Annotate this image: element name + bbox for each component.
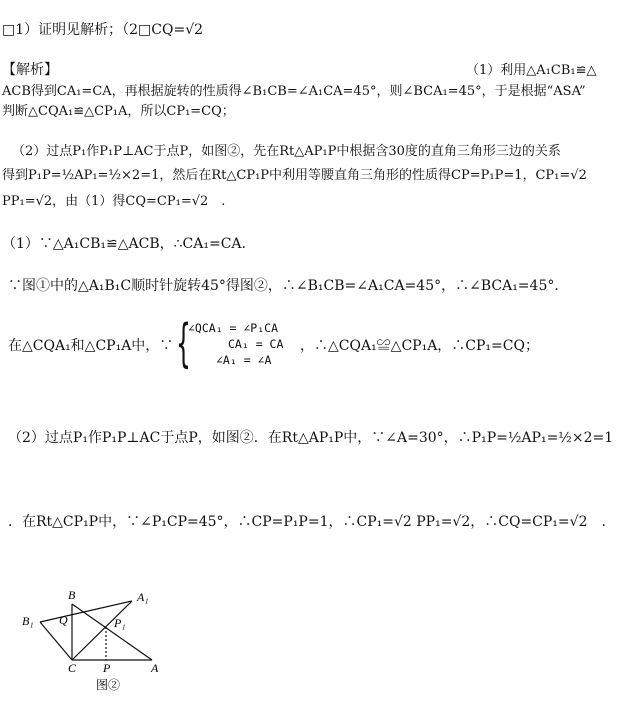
analysis-p2-line1: （2）过点P₁作P₁P⊥AC于点P，如图②，先在Rt△AP₁P中根据含30度的直角三角形三边的关系 <box>12 144 561 159</box>
condition-brace-group <box>176 314 296 374</box>
label-B1: B₁ <box>22 614 34 628</box>
label-B: B <box>68 588 76 602</box>
condition-1: ∠QCA₁ = ∠P₁CA <box>188 321 279 335</box>
left-brace: { <box>176 314 191 374</box>
analysis-p1-line3: 判断△CQA₁≌△CP₁A，所以CP₁=CQ； <box>2 104 235 119</box>
condition-3: ∠A₁ = ∠A <box>216 353 272 367</box>
solution-step3-pre: 在△CQA₁和△CP₁A中，∵ <box>8 338 174 354</box>
label-A1: A₁ <box>137 590 149 604</box>
solution-step3-post: ，∴△CQA₁≌△CP₁A，∴CP₁=CQ； <box>300 338 539 354</box>
analysis-p1-line2: ACB得到CA₁=CA，再根据旋转的性质得∠B₁CB=∠A₁CA=45°，则∠BCA₁=45°，于是根据“ASA” <box>2 84 586 99</box>
analysis-p2-line2: 得到P₁P=½AP₁=½×2=1，然后在Rt△CP₁P中利用等腰直角三角形的性质得CP=P₁P=1，CP₁=√2 <box>2 168 587 183</box>
analysis-p1-end: （1）利用△A₁CB₁≌△ <box>466 63 597 78</box>
solution-step5: ．在Rt△CP₁P中，∵∠P₁CP=45°，∴CP=P₁P=1，∴CP₁=√2 PP₁=√2，∴CQ=CP₁=√2 . <box>8 514 606 530</box>
solution-step4: （2）过点P₁作P₁P⊥AC于点P，如图②．在Rt△AP₁P中，∵∠A=30°，∴P₁P=½AP₁=½×2=1 <box>8 430 614 446</box>
analysis-p2-line3: PP₁=√2，由（1）得CQ=CP₁=√2 . <box>2 194 226 209</box>
analysis-heading: 【解析】 <box>2 62 58 78</box>
label-C: C <box>68 661 77 675</box>
condition-2: CA₁ = CA <box>228 337 284 351</box>
answer-line: □1）证明见解析；（2□CQ=√2 <box>2 22 204 38</box>
geometry-figure <box>0 580 200 700</box>
label-A: A <box>151 661 159 675</box>
label-Q: Q <box>59 613 68 627</box>
segment-B1C <box>40 622 72 660</box>
label-P1: P₁ <box>114 616 126 630</box>
solution-step1: （1）∵△A₁CB₁≌△ACB，∴CA₁=CA． <box>2 236 256 252</box>
figure-caption: 图② <box>96 678 121 692</box>
solution-step2: ∵图①中的△A₁B₁C顺时针旋转45°得图②，∴∠B₁CB=∠A₁CA=45°，∴∠BCA₁=45°． <box>8 278 569 294</box>
label-P: P <box>103 661 111 675</box>
